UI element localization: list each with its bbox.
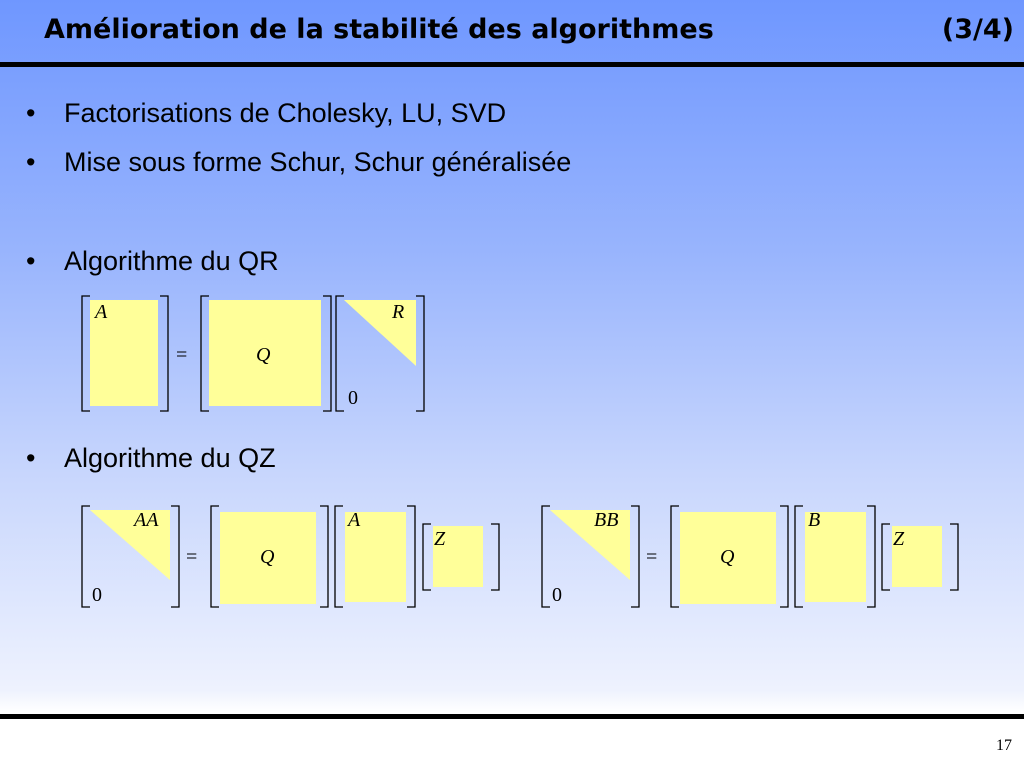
qr-equation — [82, 296, 424, 411]
left-bracket — [336, 296, 344, 411]
right-bracket — [407, 506, 415, 607]
matrix-B-label: B — [808, 509, 821, 531]
matrix-Q-label: Q — [720, 546, 735, 568]
right-bracket — [320, 506, 328, 607]
left-bracket — [335, 506, 343, 607]
zero-label: 0 — [348, 387, 358, 409]
bullet-icon: • — [26, 246, 36, 276]
matrix-BB-label: BB — [594, 509, 619, 531]
left-bracket — [201, 296, 209, 411]
left-bracket — [211, 506, 219, 607]
matrix-R-label: R — [392, 301, 405, 323]
right-bracket — [867, 506, 875, 607]
page-number: 17 — [996, 737, 1012, 754]
matrix-A-label: A — [348, 509, 361, 531]
bullet-icon: • — [26, 98, 36, 128]
matrix-R-triangle — [344, 300, 416, 366]
footer — [0, 719, 1024, 768]
left-bracket — [423, 524, 431, 590]
matrix-AA-label: AA — [134, 509, 159, 531]
equals-sign: = — [186, 546, 198, 568]
bullet-text: Factorisations de Cholesky, LU, SVD — [64, 98, 507, 128]
bullet-text: Algorithme du QZ — [64, 443, 276, 473]
left-bracket — [671, 506, 679, 607]
right-bracket — [950, 524, 958, 590]
slide-part-number: (3/4) — [941, 14, 1014, 45]
equals-sign: = — [646, 546, 658, 568]
left-bracket — [82, 506, 90, 607]
zero-label: 0 — [92, 584, 102, 606]
bullet-text: Mise sous forme Schur, Schur généralisée — [64, 147, 572, 177]
bullet-text: Algorithme du QR — [64, 246, 279, 276]
right-bracket — [160, 296, 168, 411]
left-bracket — [882, 524, 890, 590]
bullet-icon: • — [26, 443, 36, 473]
bullet-icon: • — [26, 147, 36, 177]
right-bracket — [780, 506, 788, 607]
right-bracket — [171, 506, 179, 607]
equals-sign: = — [176, 344, 188, 366]
matrix-Z-label: Z — [434, 528, 446, 550]
right-bracket — [416, 296, 424, 411]
left-bracket — [82, 296, 90, 411]
matrix-Q-label: Q — [256, 344, 271, 366]
matrix-Z-label: Z — [893, 528, 905, 550]
left-bracket — [795, 506, 803, 607]
matrix-Q-label: Q — [260, 546, 275, 568]
zero-label: 0 — [552, 584, 562, 606]
slide-title: Amélioration de la stabilité des algorithmes — [44, 14, 714, 45]
right-bracket — [491, 524, 499, 590]
right-bracket — [323, 296, 331, 411]
matrix-A-label: A — [95, 301, 108, 323]
left-bracket — [542, 506, 550, 607]
right-bracket — [631, 506, 639, 607]
